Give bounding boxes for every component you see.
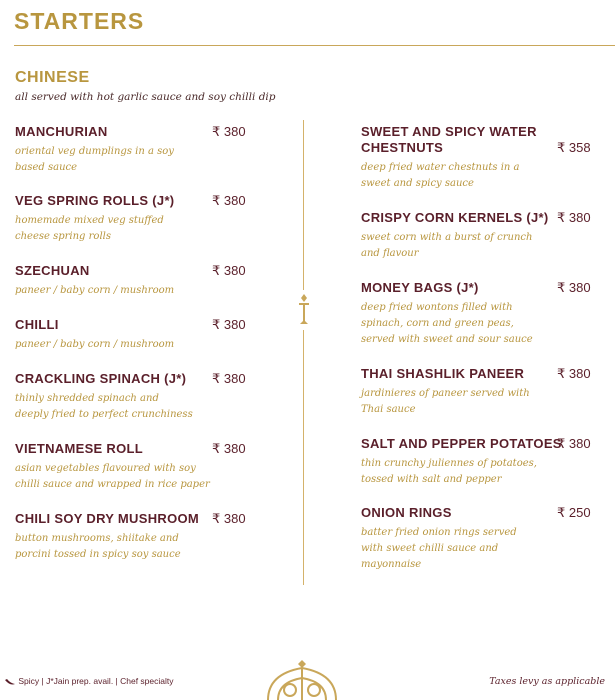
item-name: VEG SPRING ROLLS (J*) [15,193,175,208]
menu-item [15,371,285,423]
title-divider [14,45,615,46]
item-price: ₹ 380 [212,263,246,278]
item-price: ₹ 250 [557,505,591,520]
section-title: CHINESE [15,69,90,86]
item-name: CHILLI [15,317,59,332]
item-description: deep fried wontons filled with spinach, corn and green peas, served with sweet and sour sauce [361,302,533,345]
item-price: ₹ 380 [212,124,246,139]
item-price: ₹ 380 [212,317,246,332]
item-price: ₹ 380 [557,280,591,295]
menu-item [15,263,285,299]
menu-item [361,366,606,418]
item-name: SALT AND PEPPER POTATOES [361,436,562,451]
item-name: THAI SHASHLIK PANEER [361,366,525,381]
item-description: thin crunchy juliennes of potatoes, tossed with salt and pepper [361,458,537,485]
item-price: ₹ 358 [557,140,591,155]
menu-item [15,124,285,176]
menu-item [361,124,606,192]
item-name: CRACKLING SPINACH (J*) [15,371,187,386]
item-description: asian vegetables flavoured with soy chilli sauce and wrapped in rice paper [15,463,210,490]
item-name: MANCHURIAN [15,124,108,139]
item-price: ₹ 380 [212,511,246,526]
item-name: CRISPY CORN KERNELS (J*) [361,210,549,225]
item-name: CHILI SOY DRY MUSHROOM [15,511,200,526]
divider-ornament-icon [296,292,312,326]
page-title: STARTERS [14,8,145,34]
chili-icon [4,678,16,686]
column-divider [303,330,304,585]
item-price: ₹ 380 [212,441,246,456]
menu-item [15,317,285,353]
menu-item [15,511,285,563]
item-price: ₹ 380 [212,371,246,386]
item-name: SZECHUAN [15,263,90,278]
menu-item [361,210,606,262]
menu-item [361,505,606,573]
item-name: VIETNAMESE ROLL [15,441,144,456]
menu-item [15,441,285,493]
item-description: button mushrooms, shiitake and porcini tossed in spicy soy sauce [15,533,181,560]
item-description: homemade mixed veg stuffed cheese spring rolls [15,215,164,242]
item-description: thinly shredded spinach and deeply fried to perfect crunchiness [15,393,193,420]
item-name: ONION RINGS [361,505,452,520]
item-description: deep fried water chestnuts in a sweet and spicy sauce [361,162,520,189]
item-price: ₹ 380 [557,366,591,381]
menu-item [361,280,606,348]
item-description: paneer / baby corn / mushroom [15,339,175,350]
item-description: paneer / baby corn / mushroom [15,285,175,296]
taxes-note: Taxes levy as applicable [489,676,605,687]
menu-item [15,193,285,245]
item-price: ₹ 380 [557,436,591,451]
menu-item [361,436,606,488]
item-description: oriental veg dumplings in a soy based sauce [15,146,174,173]
crest-emblem-icon [262,660,342,700]
item-description: batter fried onion rings served with sweet chilli sauce and mayonnaise [361,527,517,570]
item-price: ₹ 380 [212,193,246,208]
item-price: ₹ 380 [557,210,591,225]
footer-legend [4,676,174,686]
column-divider [303,120,304,290]
section-note: all served with hot garlic sauce and soy chilli dip [15,91,276,103]
legend-text: Spicy | J*Jain prep. avail. | Chef specialty [18,676,174,686]
item-name: SWEET AND SPICY WATER CHESTNUTS [361,124,537,155]
item-description: sweet corn with a burst of crunch and flavour [361,232,533,259]
item-name: MONEY BAGS (J*) [361,280,479,295]
item-description: jardinieres of paneer served with Thai sauce [361,388,530,415]
